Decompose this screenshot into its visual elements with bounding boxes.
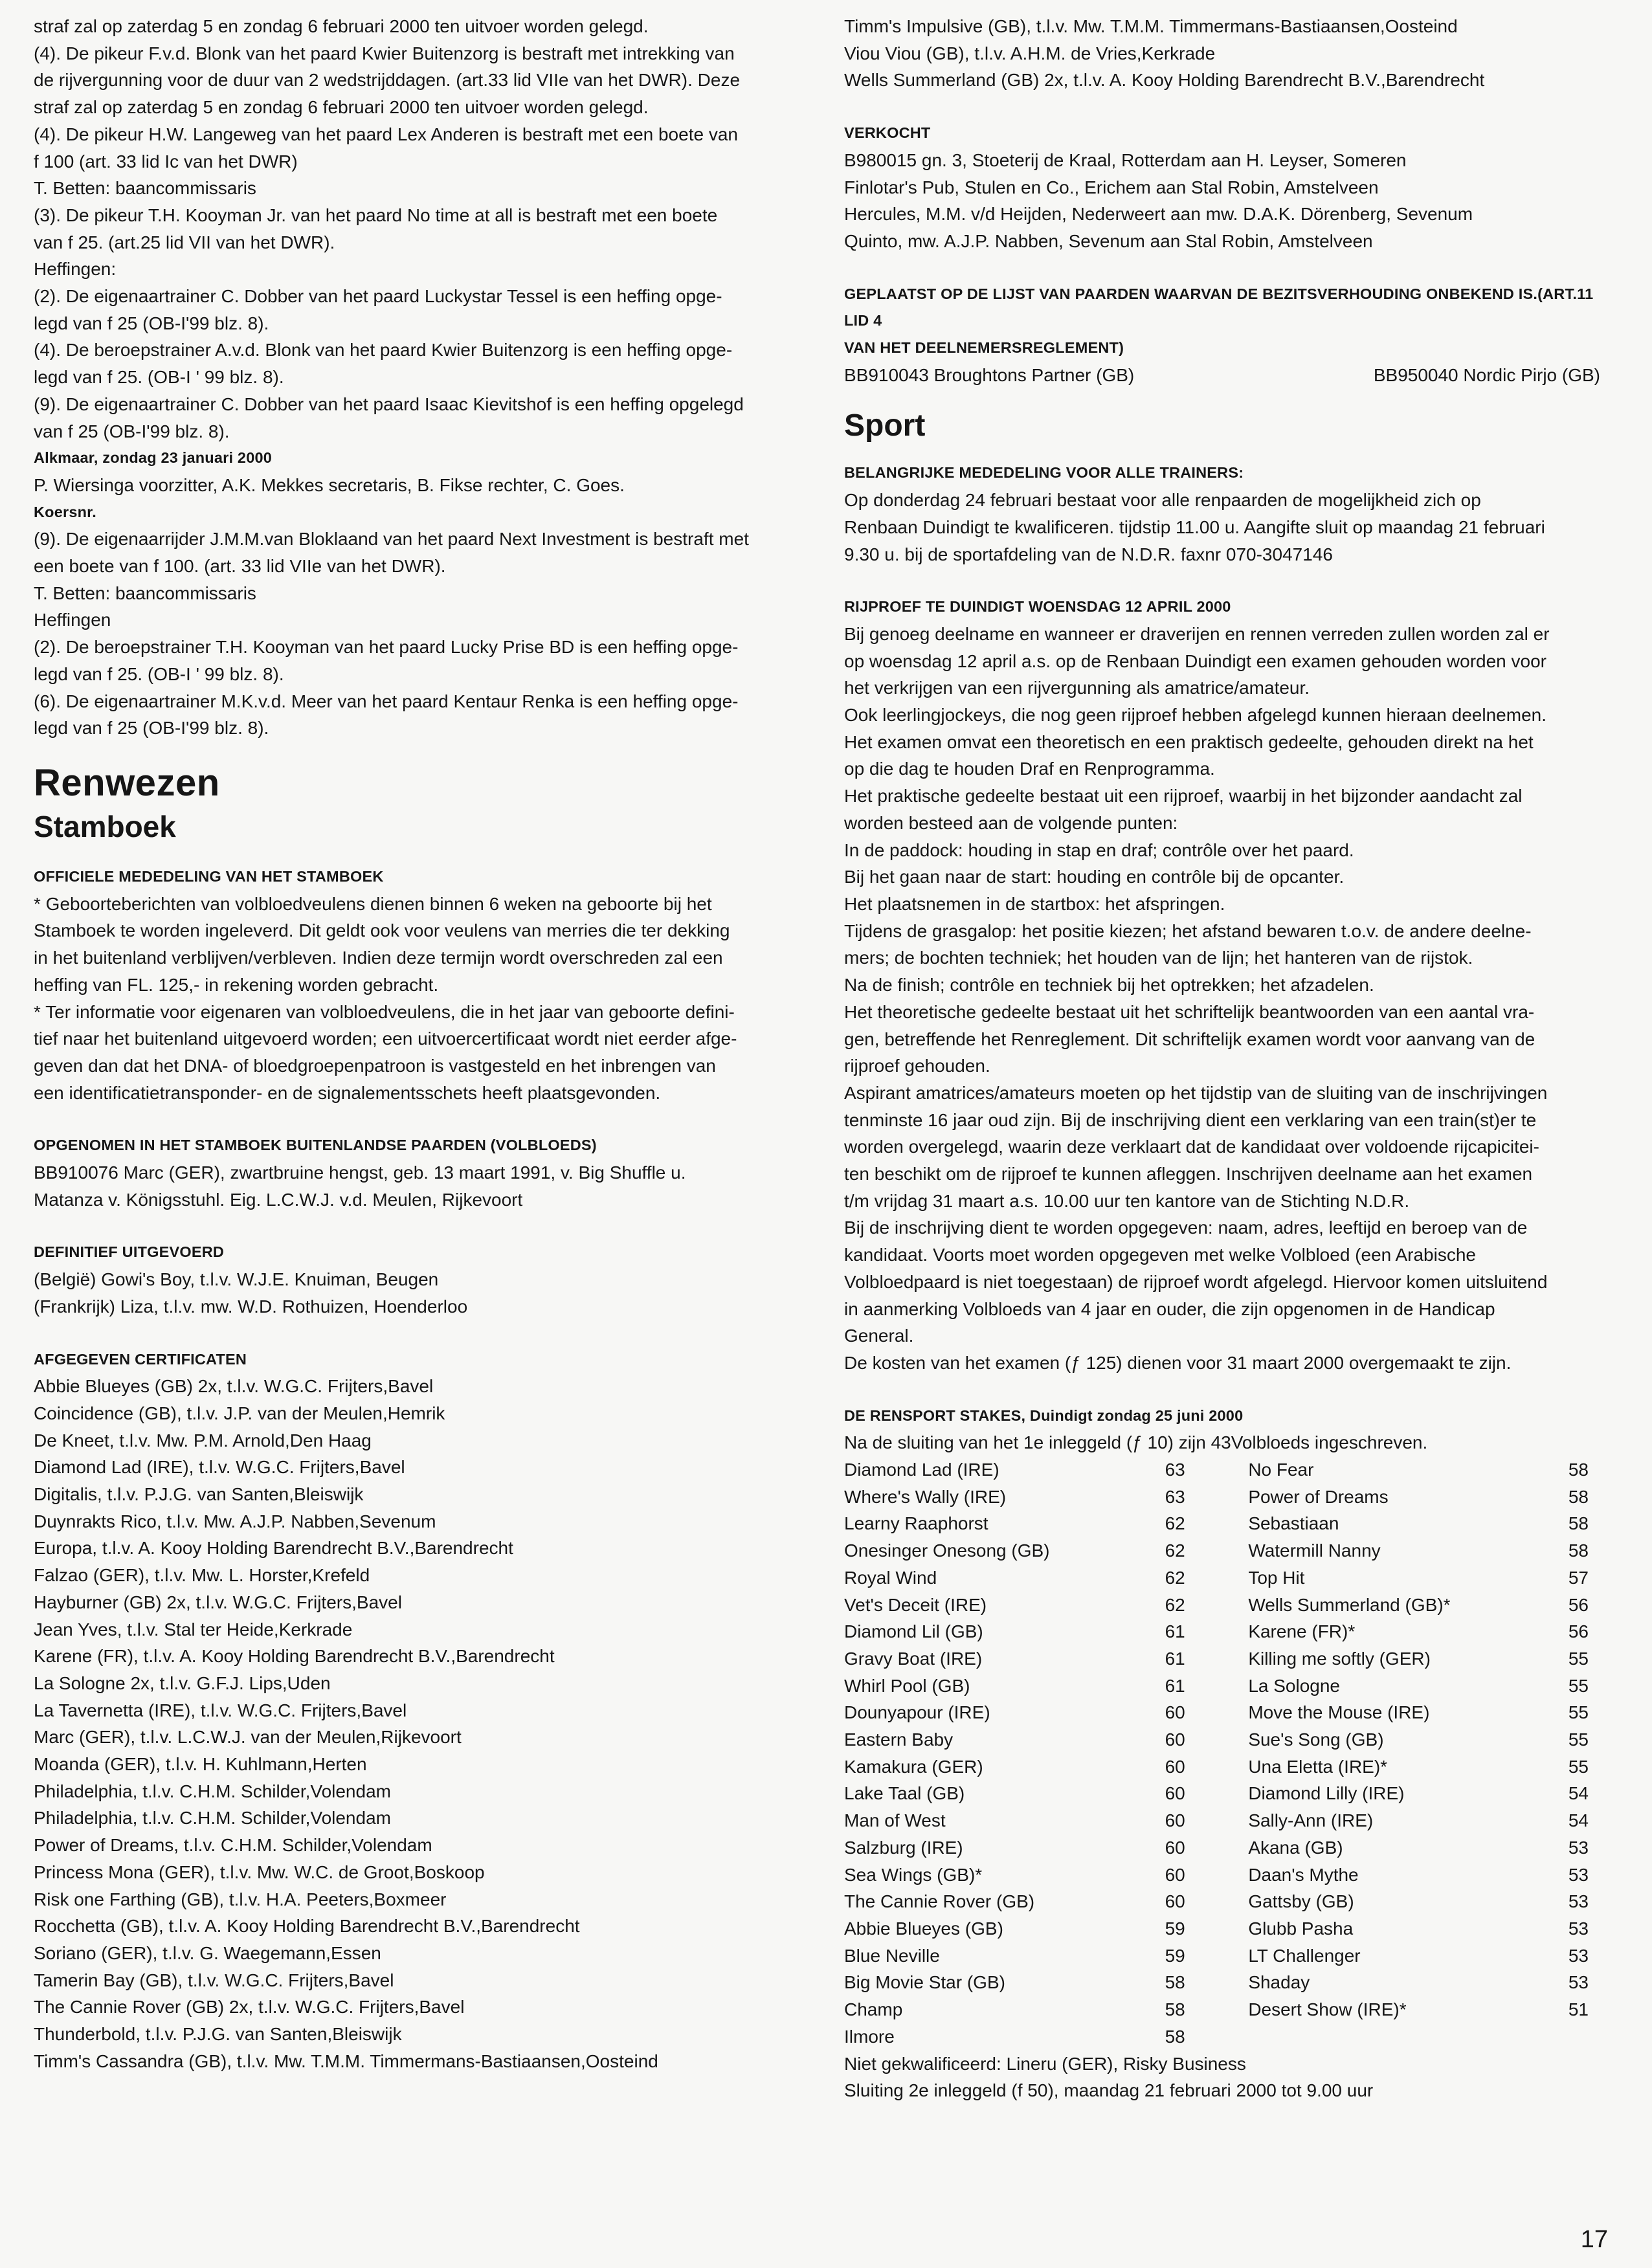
horse-rating: 63 xyxy=(1165,1486,1185,1507)
text-line: gen, betreffende het Renreglement. Dit schriftelijk examen wordt voor aanvang van de xyxy=(844,1028,1535,1049)
text-line: T. Betten: baancommissaris xyxy=(34,583,256,603)
text-line: tenminste 16 jaar oud zijn. Bij de inschrijving dient een verklaring van een train(st)er te xyxy=(844,1109,1537,1130)
horse-name: Dounyapour (IRE) xyxy=(844,1702,990,1723)
text-line: BB910076 Marc (GER), zwartbruine hengst, geb. 13 maart 1991, v. Big Shuffle u. xyxy=(34,1162,686,1183)
horse-rating: 54 xyxy=(1568,1810,1589,1831)
certificaten-continued xyxy=(844,13,1618,94)
text-line: van f 25 (OB-I'99 blz. 8). xyxy=(34,421,230,441)
horse-name: Champ xyxy=(844,1999,903,2020)
text-line: The Cannie Rover (GB) 2x, t.l.v. W.G.C. Frijters,Bavel xyxy=(34,1997,465,2018)
text-line: (4). De beroepstrainer A.v.d. Blonk van het paard Kwier Buitenzorg is een heffing opge- xyxy=(34,340,733,361)
text-line: Hayburner (GB) 2x, t.l.v. W.G.C. Frijters,Bavel xyxy=(34,1592,402,1612)
horse-name: Karene (FR)* xyxy=(1248,1621,1356,1642)
horse-rating: 53 xyxy=(1568,1864,1589,1885)
text-line: kandidaat. Voorts moet worden opgegeven met welke Volbloed (een Arabische xyxy=(844,1245,1476,1265)
text-line: Aspirant amatrices/amateurs moeten op het tijdstip van de sluiting van de inschrijvingen xyxy=(844,1082,1548,1103)
text-line: straf zal op zaterdag 5 en zondag 6 februari 2000 ten uitvoer worden gelegd. xyxy=(34,97,649,118)
text-line: * Geboorteberichten van volbloedveulens dienen binnen 6 weken na geboorte bij het xyxy=(34,893,712,914)
horse-rating: 60 xyxy=(1165,1756,1185,1777)
text-line: Quinto, mw. A.J.P. Nabben, Sevenum aan Stal Robin, Amstelveen xyxy=(844,230,1373,251)
stakes-row xyxy=(844,1484,1595,1511)
horse-rating: 60 xyxy=(1165,1837,1185,1858)
horse-name: Onesinger Onesong (GB) xyxy=(844,1540,1050,1561)
text-line: Philadelphia, t.l.v. C.H.M. Schilder,Volendam xyxy=(34,1808,391,1829)
stakes-row xyxy=(844,2023,1595,2051)
horse-name: Desert Show (IRE)* xyxy=(1248,1999,1407,2020)
horse-rating: 53 xyxy=(1568,1918,1589,1939)
horse-name: Where's Wally (IRE) xyxy=(844,1486,1007,1507)
horse-name: Lake Taal (GB) xyxy=(844,1783,965,1804)
text-line: Risk one Farthing (GB), t.l.v. H.A. Peeters,Boxmeer xyxy=(34,1889,447,1909)
horse-rating: 61 xyxy=(1165,1675,1185,1696)
stakes-row xyxy=(844,1510,1595,1537)
geplaatst-row xyxy=(844,362,1600,389)
section-title-renwezen: Renwezen xyxy=(34,761,220,804)
text-line: Jean Yves, t.l.v. Stal ter Heide,Kerkrade xyxy=(34,1619,353,1640)
horse-rating: 54 xyxy=(1568,1783,1589,1804)
horse-name: Ilmore xyxy=(844,2026,895,2047)
text-line: Het plaatsnemen in de startbox: het afspringen. xyxy=(844,893,1225,914)
stakes-row xyxy=(844,1456,1595,1484)
rijproef-lines xyxy=(844,621,1618,1377)
horse-rating: 55 xyxy=(1568,1675,1589,1696)
horse-name: Royal Wind xyxy=(844,1567,937,1588)
certificaten-heading: AFGEGEVEN CERTIFICATEN xyxy=(34,1350,247,1368)
text-line: in aanmerking Volbloeds van 4 jaar en ouder, die zijn opgenomen in de Handicap xyxy=(844,1298,1495,1319)
horse-name: Daan's Mythe xyxy=(1248,1864,1359,1885)
horse-rating: 53 xyxy=(1568,1945,1589,1966)
text-line: Abbie Blueyes (GB) 2x, t.l.v. W.G.C. Frijters,Bavel xyxy=(34,1376,434,1397)
opgenomen-heading: OPGENOMEN IN HET STAMBOEK BUITENLANDSE PAARDEN (VOLBLOEDS) xyxy=(34,1137,597,1154)
text-line: Europa, t.l.v. A. Kooy Holding Barendrecht B.V.,Barendrecht xyxy=(34,1538,513,1559)
stakes-intro: Na de sluiting van het 1e inleggeld (ƒ 10) zijn 43Volbloeds ingeschreven. xyxy=(844,1432,1428,1453)
page-number: 17 xyxy=(1580,2226,1608,2253)
text-line: rijproef gehouden. xyxy=(844,1056,990,1076)
text-line: Het examen omvat een theoretisch en een praktisch gedeelte, gehouden direkt na het xyxy=(844,731,1534,752)
horse-rating xyxy=(1543,2023,1595,2051)
text-line: Niet gekwalificeerd: Lineru (GER), Risky Business xyxy=(844,2053,1246,2074)
text-line: (4). De pikeur F.v.d. Blonk van het paard Kwier Buitenzorg is bestraft met intrekking van xyxy=(34,43,735,63)
horse-name: Diamond Lil (GB) xyxy=(844,1621,983,1642)
horse-rating: 55 xyxy=(1568,1756,1589,1777)
text-line: geven dan dat het DNA- of bloedgroepenpatroon is vastgesteld en het inbrengen van xyxy=(34,1055,716,1076)
horse-rating: 59 xyxy=(1165,1918,1185,1939)
text-line: General. xyxy=(844,1326,914,1346)
stakes-row xyxy=(844,1888,1595,1915)
horse-rating: 58 xyxy=(1165,1999,1185,2020)
text-line: legd van f 25. (OB-I ' 99 blz. 8). xyxy=(34,367,284,388)
horse-rating: 61 xyxy=(1165,1621,1185,1642)
text-line: T. Betten: baancommissaris xyxy=(34,178,256,199)
text-line: (4). De pikeur H.W. Langeweg van het paard Lex Anderen is bestraft met een boete van xyxy=(34,124,738,144)
geplaatst-left: BB910043 Broughtons Partner (GB) xyxy=(844,364,1135,385)
text-line: Moanda (GER), t.l.v. H. Kuhlmann,Herten xyxy=(34,1754,367,1775)
text-line: Bij de inschrijving dient te worden opgegeven: naam, adres, leeftijd en beroep van de xyxy=(844,1217,1528,1238)
rijproef-heading: RIJPROEF TE DUINDIGT WOENSDAG 12 APRIL 2000 xyxy=(844,598,1231,616)
subsection-title-stamboek: Stamboek xyxy=(34,809,176,843)
text-line: Soriano (GER), t.l.v. G. Waegemann,Essen xyxy=(34,1943,381,1963)
text-line: legd van f 25 (OB-I'99 blz. 8). xyxy=(34,313,269,333)
text-line: * Ter informatie voor eigenaren van volbloedveulens, die in het jaar van geboorte defini- xyxy=(34,1001,735,1022)
belangrijke-lines xyxy=(844,487,1618,568)
text-line: Hercules, M.M. v/d Heijden, Nederweert aan mw. D.A.K. Dörenberg, Sevenum xyxy=(844,204,1473,225)
text-line: Marc (GER), t.l.v. L.C.W.J. van der Meulen,Rijkevoort xyxy=(34,1727,462,1748)
horse-name: Watermill Nanny xyxy=(1248,1540,1381,1561)
stakes-row xyxy=(844,1969,1595,1996)
horse-name: The Cannie Rover (GB) xyxy=(844,1891,1035,1912)
text-line: Heffingen: xyxy=(34,259,117,280)
text-line: Tijdens de grasgalop: het positie kiezen; het afstand bewaren t.o.v. de andere deelne- xyxy=(844,920,1532,941)
text-line: Bij het gaan naar de start: houding en contrôle bij de opcanter. xyxy=(844,867,1345,887)
horse-name: Killing me softly (GER) xyxy=(1248,1648,1431,1669)
text-line: (België) Gowi's Boy, t.l.v. W.J.E. Knuiman, Beugen xyxy=(34,1269,439,1290)
text-line: Het praktische gedeelte bestaat uit een rijproef, waarbij in het bijzonder aandacht zal xyxy=(844,786,1523,806)
text-line: Finlotar's Pub, Stulen en Co., Erichem aan Stal Robin, Amstelveen xyxy=(844,177,1379,197)
text-line: (9). De eigenaarrijder J.M.M.van Bloklaand van het paard Next Investment is bestraft met xyxy=(34,529,749,550)
text-line: De Kneet, t.l.v. Mw. P.M. Arnold,Den Haag xyxy=(34,1430,372,1451)
text-line: Op donderdag 24 februari bestaat voor alle renpaarden de mogelijkheid zich op xyxy=(844,490,1481,511)
stakes-row xyxy=(844,1915,1595,1942)
text-line: (9). De eigenaartrainer C. Dobber van het paard Isaac Kievitshof is een heffing opgelegd xyxy=(34,394,744,414)
text-line: de rijvergunning voor de duur van 2 wedstrijddagen. (art.33 lid VIIe van het DWR). Deze xyxy=(34,70,741,91)
stakes-footer xyxy=(844,2051,1618,2104)
horse-rating: 61 xyxy=(1165,1648,1185,1669)
horse-name: Vet's Deceit (IRE) xyxy=(844,1594,987,1615)
horse-name: Learny Raaphorst xyxy=(844,1513,988,1534)
text-line: Volbloedpaard is niet toegestaan) de rijproef wordt afgelegd. Hiervoor komen uitsluitend xyxy=(844,1271,1548,1292)
horse-rating: 63 xyxy=(1165,1460,1185,1480)
text-line: f 100 (art. 33 lid Ic van het DWR) xyxy=(34,151,298,172)
horse-rating: 59 xyxy=(1165,1945,1185,1966)
koersnr-lines xyxy=(34,526,801,742)
text-line: tief naar het buitenland uitgevoerd worden; een uitvoercertificaat wordt niet eerder afge- xyxy=(34,1028,737,1049)
horse-name: Blue Neville xyxy=(844,1945,940,1966)
horse-rating: 62 xyxy=(1165,1513,1185,1534)
stakes-row xyxy=(844,1618,1595,1645)
definitief-heading: DEFINITIEF UITGEVOERD xyxy=(34,1243,225,1261)
text-line: Tamerin Bay (GB), t.l.v. W.G.C. Frijters,Bavel xyxy=(34,1970,394,1990)
text-line: in het buitenland verblijven/verbleven. Indien deze termijn wordt overschreden zal een xyxy=(34,948,723,968)
horse-rating: 53 xyxy=(1568,1972,1589,1993)
horse-name: Move the Mouse (IRE) xyxy=(1248,1702,1430,1723)
geplaatst-right: BB950040 Nordic Pirjo (GB) xyxy=(1373,364,1600,385)
horse-rating: 58 xyxy=(1568,1540,1589,1561)
horse-rating: 60 xyxy=(1165,1702,1185,1723)
text-line: Digitalis, t.l.v. P.J.G. van Santen,Bleiswijk xyxy=(34,1484,364,1505)
horse-name: Akana (GB) xyxy=(1248,1837,1343,1858)
horse-name: Salzburg (IRE) xyxy=(844,1837,963,1858)
alkmaar-lines xyxy=(34,472,801,499)
horse-rating: 53 xyxy=(1568,1891,1589,1912)
horse-rating: 60 xyxy=(1165,1783,1185,1804)
horse-name: Eastern Baby xyxy=(844,1729,954,1750)
text-line: (2). De beroepstrainer T.H. Kooyman van het paard Lucky Prise BD is een heffing opge- xyxy=(34,637,739,658)
certificaten-lines xyxy=(34,1373,801,2074)
text-line: La Sologne 2x, t.l.v. G.F.J. Lips,Uden xyxy=(34,1673,331,1693)
officiele-lines xyxy=(34,891,801,1107)
text-line: een identificatietransponder- en de signalementsschets heeft plaatsgevonden. xyxy=(34,1082,661,1103)
text-line: 9.30 u. bij de sportafdeling van de N.D.R. faxnr 070-3047146 xyxy=(844,544,1333,564)
text-line: Duynrakts Rico, t.l.v. Mw. A.J.P. Nabben,Sevenum xyxy=(34,1511,436,1531)
stakes-row xyxy=(844,1699,1595,1726)
horse-name: Una Eletta (IRE)* xyxy=(1248,1756,1388,1777)
horse-name: Wells Summerland (GB)* xyxy=(1248,1594,1451,1615)
horse-name: Big Movie Star (GB) xyxy=(844,1972,1005,1993)
text-line: een boete van f 100. (art. 33 lid VIIe van het DWR). xyxy=(34,556,446,577)
text-line: P. Wiersinga voorzitter, A.K. Mekkes secretaris, B. Fikse rechter, C. Goes. xyxy=(34,474,625,495)
text-line: worden overgelegd, waarin deze verklaart dat de kandidaat over voldoende rijcapicitei- xyxy=(844,1137,1539,1157)
horse-rating: 58 xyxy=(1165,2026,1185,2047)
horse-name: No Fear xyxy=(1248,1460,1314,1480)
text-line: legd van f 25 (OB-I'99 blz. 8). xyxy=(34,718,269,739)
horse-name: Gattsby (GB) xyxy=(1248,1891,1354,1912)
stakes-row xyxy=(844,1726,1595,1753)
horse-rating: 58 xyxy=(1165,1972,1185,1993)
text-line: (Frankrijk) Liza, t.l.v. mw. W.D. Rothuizen, Hoenderloo xyxy=(34,1296,468,1317)
section-title-sport: Sport xyxy=(844,408,926,443)
text-line: Princess Mona (GER), t.l.v. Mw. W.C. de Groot,Boskoop xyxy=(34,1862,485,1882)
text-line: Het theoretische gedeelte bestaat uit het schriftelijk beantwoorden van een aantal vra- xyxy=(844,1001,1535,1022)
text-line: B980015 gn. 3, Stoeterij de Kraal, Rotterdam aan H. Leyser, Someren xyxy=(844,150,1407,170)
verkocht-heading: VERKOCHT xyxy=(844,124,931,142)
text-line: (3). De pikeur T.H. Kooyman Jr. van het paard No time at all is bestraft met een boete xyxy=(34,205,718,225)
horse-rating: 60 xyxy=(1165,1810,1185,1831)
verkocht-lines xyxy=(844,147,1618,255)
horse-name: Shaday xyxy=(1248,1972,1310,1993)
text-line: La Tavernetta (IRE), t.l.v. W.G.C. Frijters,Bavel xyxy=(34,1700,407,1720)
horse-rating: 62 xyxy=(1165,1594,1185,1615)
text-line: Falzao (GER), t.l.v. Mw. L. Horster,Krefeld xyxy=(34,1565,370,1586)
stakes-row xyxy=(844,1862,1595,1889)
horse-name: Man of West xyxy=(844,1810,946,1831)
horse-name: Sally-Ann (IRE) xyxy=(1248,1810,1374,1831)
text-line: Rocchetta (GB), t.l.v. A. Kooy Holding Barendrecht B.V.,Barendrecht xyxy=(34,1916,580,1937)
horse-name: Kamakura (GER) xyxy=(844,1756,983,1777)
horse-rating: 62 xyxy=(1165,1567,1185,1588)
text-line: Wells Summerland (GB) 2x, t.l.v. A. Kooy Holding Barendrecht B.V.,Barendrecht xyxy=(844,70,1485,91)
horse-rating: 57 xyxy=(1568,1567,1589,1588)
definitief-lines xyxy=(34,1266,801,1320)
text-line: (2). De eigenaartrainer C. Dobber van het paard Luckystar Tessel is een heffing opge- xyxy=(34,286,722,307)
text-line: Renbaan Duindigt te kwalificeren. tijdstip 11.00 u. Aangifte sluit op maandag 21 februari xyxy=(844,517,1545,537)
stakes-row xyxy=(844,1673,1595,1700)
horse-rating: 58 xyxy=(1568,1513,1589,1534)
horse-name: La Sologne xyxy=(1248,1675,1340,1696)
horse-name: Glubb Pasha xyxy=(1248,1918,1354,1939)
horse-rating: 60 xyxy=(1165,1864,1185,1885)
koersnr-label: Koersnr. xyxy=(34,503,96,520)
geplaatst-heading-2: VAN HET DEELNEMERSREGLEMENT) xyxy=(844,339,1124,357)
horse-rating: 58 xyxy=(1568,1460,1589,1480)
opgenomen-lines xyxy=(34,1159,801,1213)
text-line: Na de finish; contrôle en techniek bij het optrekken; het afzadelen. xyxy=(844,975,1374,995)
alkmaar-heading: Alkmaar, zondag 23 januari 2000 xyxy=(34,449,273,467)
text-line: In de paddock: houding in stap en draf; contrôle over het paard. xyxy=(844,839,1354,860)
horse-rating: 56 xyxy=(1568,1594,1589,1615)
text-line: op woensdag 12 april a.s. op de Renbaan Duindigt een examen gehouden worden voor xyxy=(844,650,1546,671)
horse-rating: 60 xyxy=(1165,1729,1185,1750)
horse-rating: 53 xyxy=(1568,1837,1589,1858)
text-line: heffing van FL. 125,- in rekening worden gebracht. xyxy=(34,974,439,995)
stakes-row xyxy=(844,1780,1595,1807)
stakes-row xyxy=(844,1942,1595,1970)
stakes-row xyxy=(844,1807,1595,1834)
horse-rating: 55 xyxy=(1568,1729,1589,1750)
text-line: ten beschikt om de rijproef te kunnen afleggen. Inschrijven deelname aan het examen xyxy=(844,1164,1533,1184)
text-line: t/m vrijdag 31 maart a.s. 10.00 uur ten kantore van de Stichting N.D.R. xyxy=(844,1190,1410,1211)
text-line: Matanza v. Königsstuhl. Eig. L.C.W.J. v.d. Meulen, Rijkevoort xyxy=(34,1189,523,1210)
text-line: (6). De eigenaartrainer M.K.v.d. Meer van het paard Kentaur Renka is een heffing opge- xyxy=(34,691,739,711)
horse-rating: 62 xyxy=(1165,1540,1185,1561)
text-line: Karene (FR), t.l.v. A. Kooy Holding Barendrecht B.V.,Barendrecht xyxy=(34,1646,555,1667)
stakes-row xyxy=(844,1645,1595,1673)
text-line: Heffingen xyxy=(34,610,111,630)
horse-rating: 55 xyxy=(1568,1648,1589,1669)
horse-name: Whirl Pool (GB) xyxy=(844,1675,970,1696)
horse-name: Abbie Blueyes (GB) xyxy=(844,1918,1003,1939)
text-line: op die dag te houden Draf en Renprogramma. xyxy=(844,759,1215,779)
text-line: Philadelphia, t.l.v. C.H.M. Schilder,Volendam xyxy=(34,1781,391,1801)
stakes-heading-sub: Duindigt zondag 25 juni 2000 xyxy=(1029,1406,1244,1424)
horse-name: Sebastiaan xyxy=(1248,1513,1339,1534)
officiele-heading: OFFICIELE MEDEDELING VAN HET STAMBOEK xyxy=(34,867,384,885)
stakes-heading xyxy=(844,1403,1618,1430)
stakes-row xyxy=(844,1996,1595,2023)
horse-name: Top Hit xyxy=(1248,1567,1305,1588)
stakes-table xyxy=(844,1456,1595,2050)
left-column xyxy=(34,13,801,2075)
horse-name: LT Challenger xyxy=(1248,1945,1361,1966)
text-line: Sluiting 2e inleggeld (f 50), maandag 21 februari 2000 tot 9.00 uur xyxy=(844,2080,1374,2101)
horse-name: Diamond Lilly (IRE) xyxy=(1248,1783,1405,1804)
horse-rating: 60 xyxy=(1165,1891,1185,1912)
text-line: De kosten van het examen (ƒ 125) dienen voor 31 maart 2000 overgemaakt te zijn. xyxy=(844,1352,1512,1373)
stakes-row xyxy=(844,1753,1595,1781)
horse-name: Gravy Boat (IRE) xyxy=(844,1648,983,1669)
text-line: straf zal op zaterdag 5 en zondag 6 februari 2000 ten uitvoer worden gelegd. xyxy=(34,16,649,36)
text-line: Coincidence (GB), t.l.v. J.P. van der Meulen,Hemrik xyxy=(34,1403,445,1423)
text-line: Stamboek te worden ingeleverd. Dit geldt ook voor veulens van merries die ter dekking xyxy=(34,920,730,941)
horse-name: Sue's Song (GB) xyxy=(1248,1729,1384,1750)
stakes-row xyxy=(844,1592,1595,1619)
text-line: worden besteed aan de volgende punten: xyxy=(844,812,1178,833)
text-line: Bij genoeg deelname en wanneer er draverijen en rennen verreden zullen worden zal er xyxy=(844,623,1550,644)
horse-name: Diamond Lad (IRE) xyxy=(844,1460,999,1480)
text-line: Thunderbold, t.l.v. P.J.G. van Santen,Bleiswijk xyxy=(34,2024,402,2045)
right-column xyxy=(844,13,1618,2104)
horse-name xyxy=(1248,2023,1543,2051)
text-line: Ook leerlingjockeys, die nog geen rijproef hebben afgelegd kunnen hieraan deelnemen. xyxy=(844,705,1546,726)
horse-rating: 55 xyxy=(1568,1702,1589,1723)
text-line: Power of Dreams, t.l.v. C.H.M. Schilder,Volendam xyxy=(34,1835,432,1856)
stakes-row xyxy=(844,1564,1595,1592)
text-line: legd van f 25. (OB-I ' 99 blz. 8). xyxy=(34,663,284,684)
tuchtrecht-top-lines xyxy=(34,13,801,445)
stakes-row xyxy=(844,1537,1595,1564)
text-line: van f 25. (art.25 lid VII van het DWR). xyxy=(34,232,335,252)
text-line: het verkrijgen van een rijvergunning als amatrice/amateur. xyxy=(844,678,1310,698)
horse-name: Sea Wings (GB)* xyxy=(844,1864,983,1885)
stakes-row xyxy=(844,1834,1595,1862)
stakes-heading-title: DE RENSPORT STAKES, xyxy=(844,1406,1026,1424)
horse-name: Power of Dreams xyxy=(1248,1486,1389,1507)
text-line: mers; de bochten techniek; het houden van de lijn; het hanteren van de rijstok. xyxy=(844,948,1473,968)
horse-rating: 58 xyxy=(1568,1486,1589,1507)
horse-rating: 56 xyxy=(1568,1621,1589,1642)
horse-rating: 51 xyxy=(1568,1999,1589,2020)
text-line: Diamond Lad (IRE), t.l.v. W.G.C. Frijters,Bavel xyxy=(34,1457,405,1478)
geplaatst-heading-1: GEPLAATST OP DE LIJST VAN PAARDEN WAARVAN DE BEZITSVERHOUDING ONBEKEND IS.(ART.11 LID 4 xyxy=(844,285,1594,329)
text-line: Viou Viou (GB), t.l.v. A.H.M. de Vries,Kerkrade xyxy=(844,43,1216,63)
belangrijke-heading: BELANGRIJKE MEDEDELING VOOR ALLE TRAINERS: xyxy=(844,464,1244,482)
text-line: Timm's Impulsive (GB), t.l.v. Mw. T.M.M. Timmermans-Bastiaansen,Oosteind xyxy=(844,16,1458,36)
text-line: Timm's Cassandra (GB), t.l.v. Mw. T.M.M. Timmermans-Bastiaansen,Oosteind xyxy=(34,2051,658,2071)
